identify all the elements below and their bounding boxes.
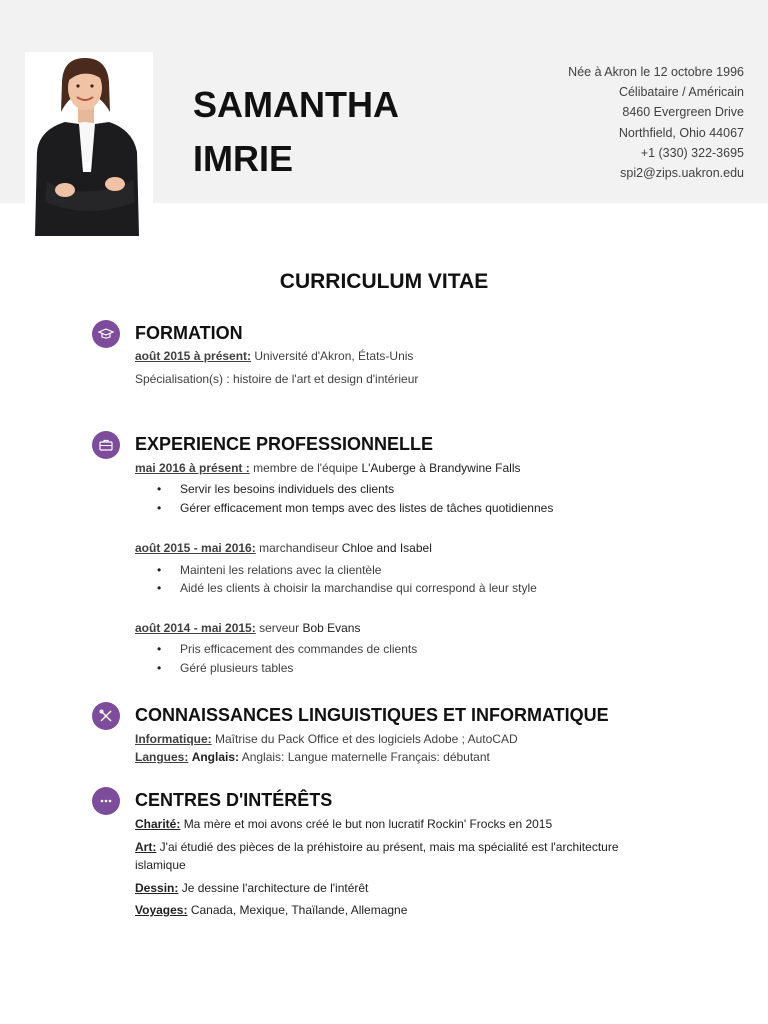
job-date: août 2015 - mai 2016: [135, 541, 256, 555]
job-bullet: • Aidé les clients à choisir la marchandise qui correspond à leur style [157, 579, 725, 597]
job-date: mai 2016 à présent : [135, 461, 250, 475]
address-street: 8460 Evergreen Drive [622, 105, 744, 120]
section-title-experience: EXPERIENCE PROFESSIONNELLE [135, 434, 434, 454]
interest-text: J'ai étudié des pièces de la préhistoire au présent, mais ma spécialité est l'architecture islamique [135, 840, 619, 872]
skill-value-lang: Anglais: Langue maternelle Français: débutant [241, 750, 490, 764]
cv-title: CURRICULUM VITAE [279, 270, 489, 293]
name-last: IMRIE [193, 138, 294, 179]
job-role: marchandiseur [259, 541, 339, 555]
interest-label: Art: [135, 840, 157, 854]
section-title-interests: CENTRES D'INTÉRÊTS [135, 790, 333, 810]
skill-label-it: Informatique: [135, 732, 212, 746]
profile-photo [25, 52, 153, 236]
section-title-skills: CONNAISSANCES LINGUISTIQUES ET INFORMATIQUE [135, 705, 609, 725]
job-bullet: • Servir les besoins individuels des clients [157, 480, 725, 499]
job-bullet: • Pris efficacement des commandes de clients [157, 640, 725, 659]
job-date: août 2014 - mai 2015: [135, 621, 256, 635]
interest-text: Je dessine l'architecture de l'intérêt [181, 881, 369, 895]
interests-body [135, 815, 725, 919]
skills-body [135, 730, 725, 766]
job-entry [135, 539, 725, 597]
ellipsis-icon [92, 787, 120, 815]
section-interests [92, 787, 732, 927]
interest-label: Charité: [135, 817, 181, 831]
tools-icon [92, 702, 120, 730]
address-city: Northfield, Ohio 44067 [618, 125, 744, 140]
interest-item [135, 815, 725, 833]
job-bullet: • Géré plusieurs tables [157, 659, 725, 678]
interest-label: Dessin: [135, 881, 179, 895]
interest-item [135, 838, 655, 874]
job-entry [135, 619, 725, 678]
graduation-cap-icon [92, 320, 120, 348]
name-first: SAMANTHA [193, 84, 399, 125]
interest-item [135, 879, 725, 897]
birth-info: Née à Akron le 12 octobre 1996 [568, 65, 744, 79]
skill-label-lang: Langues: [135, 750, 189, 764]
interest-text: Ma mère et moi avons créé le but non lucratif Rockin' Frocks en 2015 [183, 817, 553, 831]
profile-photo-illustration [25, 52, 153, 236]
formation-body [135, 348, 725, 387]
interest-item [135, 901, 725, 919]
job-role: serveur [259, 621, 300, 635]
skill-lang-bold: Anglais: [191, 750, 240, 764]
phone: +1 (330) 322-3695 [640, 145, 744, 160]
formation-specialisation: Spécialisation(s) : histoire de l'art et design d'intérieur [135, 372, 419, 386]
contact-block [568, 62, 744, 183]
section-skills [92, 702, 732, 772]
email[interactable]: spi2@zips.uakron.edu [620, 166, 744, 181]
candidate-name [193, 78, 399, 186]
job-bullet: • Gérer efficacement mon temps avec des listes de tâches quotidiennes [157, 499, 725, 518]
job-employer: Bob Evans [302, 621, 361, 635]
skill-value-it: Maîtrise du Pack Office et des logiciels Adobe ; AutoCAD [215, 732, 518, 746]
interest-text: Canada, Mexique, Thaïlande, Allemagne [190, 903, 408, 917]
job-employer: L'Auberge à Brandywine Falls [361, 461, 521, 475]
experience-body [135, 459, 725, 678]
job-employer: Chloe and Isabel [341, 541, 432, 555]
section-formation [92, 320, 732, 400]
job-entry [135, 459, 725, 518]
interest-label: Voyages: [135, 903, 188, 917]
marital-status: Célibataire / Américain [618, 85, 744, 100]
section-experience [92, 431, 732, 691]
section-title-formation: FORMATION [135, 323, 243, 343]
briefcase-icon [92, 431, 120, 459]
formation-date: août 2015 à présent: [135, 349, 252, 363]
job-bullet: • Mainteni les relations avec la clientèle [157, 561, 725, 579]
job-role: membre de l'équipe [253, 461, 359, 475]
formation-school: Université d'Akron, États-Unis [254, 349, 414, 363]
